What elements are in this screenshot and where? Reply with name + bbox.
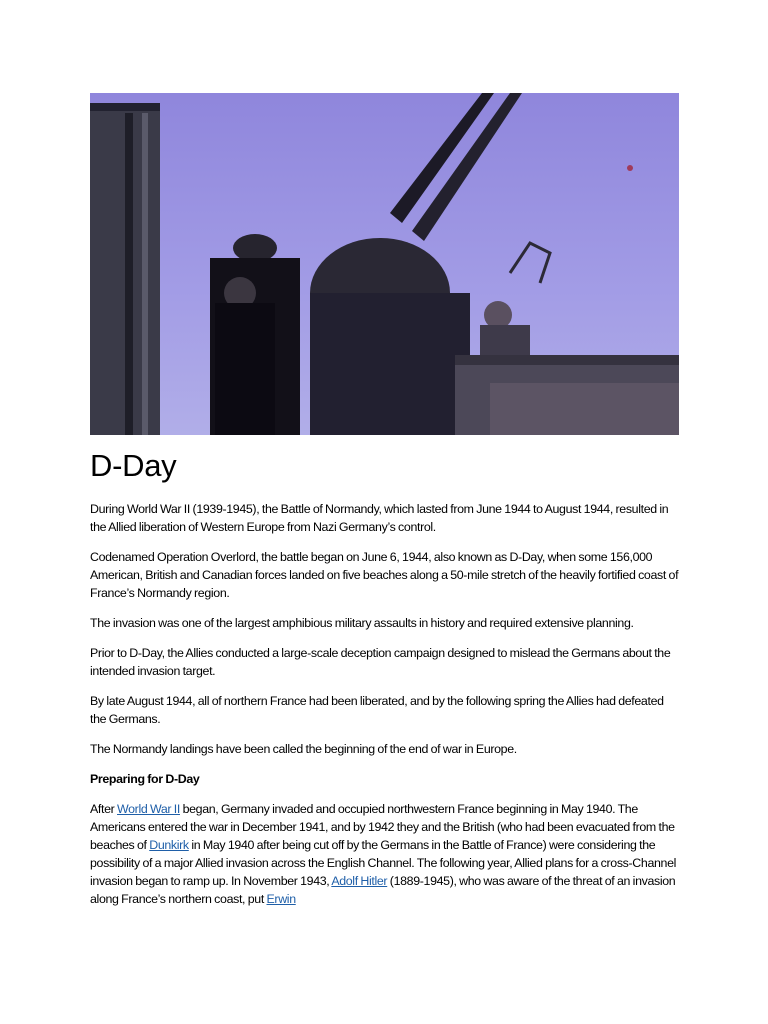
article-body <box>90 500 682 920</box>
paragraph-liberation: By late August 1944, all of northern France had been liberated, and by the following spring the Allies had defeated the Germans. <box>90 694 664 726</box>
text-segment: (1889-1945), who was aware of the threat of an invasion along France’s northern coast, put <box>90 874 676 906</box>
paragraph-deception: Prior to D-Day, the Allies conducted a large-scale deception campaign designed to mislead the Germans about the intended invasion target. <box>90 646 671 678</box>
link-adolf-hitler[interactable]: Adolf Hitler <box>331 874 388 888</box>
page-title: D-Day <box>90 448 177 483</box>
link-erwin[interactable]: Erwin <box>266 892 296 906</box>
section-heading: Preparing for D-Day <box>90 772 200 786</box>
text-segment: began, Germany invaded and occupied northwestern France beginning in May 1940. The Americans entered the war in December 1941, and by 1942 they and the British (who had been evacuated from the beaches of <box>90 802 675 852</box>
text-segment: After <box>90 802 118 816</box>
link-world-war-ii[interactable]: World War II <box>117 802 180 816</box>
paragraph-end-of-war: The Normandy landings have been called the beginning of the end of war in Europe. <box>90 742 517 756</box>
anti-aircraft-gun-photo <box>90 93 679 435</box>
link-dunkirk[interactable]: Dunkirk <box>149 838 189 852</box>
text-segment: in May 1940 after being cut off by the Germans in the Battle of France) were considering the possibility of a major Allied invasion across the English Channel. The following year, Allied plans for a cross-Channel invasion began to ramp up. In November 1943, <box>90 838 677 888</box>
paragraph-intro: During World War II (1939-1945), the Battle of Normandy, which lasted from June 1944 to August 1944, resulted in the Allied liberation of Western Europe from Nazi Germany’s control. <box>90 502 669 534</box>
paragraph-overlord: Codenamed Operation Overlord, the battle began on June 6, 1944, also known as D-Day, when some 156,000 American, British and Canadian forces landed on five beaches along a 50-mile stretch of the heavily fortified coast of France’s Normandy region. <box>90 550 679 600</box>
paragraph-preparing <box>90 800 682 908</box>
paragraph-invasion: The invasion was one of the largest amphibious military assaults in history and required extensive planning. <box>90 616 634 630</box>
